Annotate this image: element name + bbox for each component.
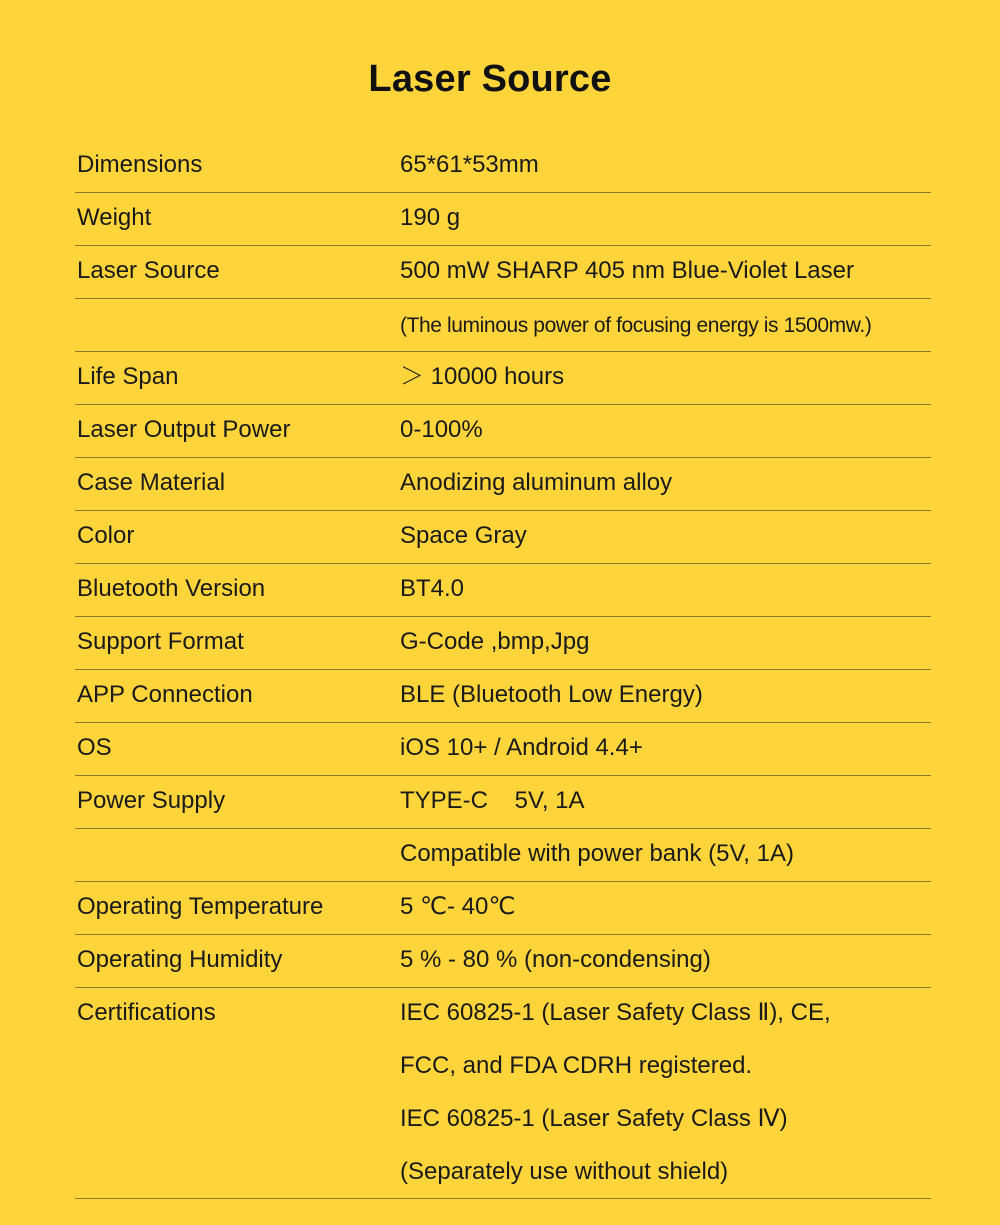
spec-value: 65*61*53mm <box>400 151 539 178</box>
spec-value: ＞ 10000 hours <box>400 363 565 390</box>
spec-row-laser-source-note <box>75 299 931 352</box>
spec-row-support-format <box>75 617 931 670</box>
spec-row-power-supply <box>75 776 931 829</box>
spec-table <box>75 140 931 1199</box>
certification-line: FCC, and FDA CDRH registered. <box>400 1052 753 1079</box>
spec-row-life-span <box>75 352 931 405</box>
spec-row-weight <box>75 193 931 246</box>
spec-value: BLE (Bluetooth Low Energy) <box>400 681 703 708</box>
certification-line: (Separately use without shield) <box>400 1158 729 1185</box>
certification-line: IEC 60825-1 (Laser Safety Class Ⅳ) <box>400 1105 788 1132</box>
spec-value: Space Gray <box>400 522 527 549</box>
certification-line: IEC 60825-1 (Laser Safety Class Ⅱ), CE, <box>400 999 831 1026</box>
spec-label: Life Span <box>77 363 179 390</box>
spec-value: 5 ℃- 40℃ <box>400 893 516 920</box>
spec-label: Bluetooth Version <box>77 575 266 602</box>
spec-label: APP Connection <box>77 681 253 708</box>
spec-row-case-material <box>75 458 931 511</box>
spec-row-certifications <box>75 988 931 1199</box>
spec-row-color <box>75 511 931 564</box>
spec-label: Operating Humidity <box>77 946 283 973</box>
spec-row-dimensions <box>75 140 931 193</box>
spec-value: (The luminous power of focusing energy is 1500mw.) <box>400 314 872 337</box>
spec-value: BT4.0 <box>400 575 465 602</box>
spec-row-operating-humidity <box>75 935 931 988</box>
spec-row-bluetooth <box>75 564 931 617</box>
spec-label: Power Supply <box>77 787 226 814</box>
spec-row-os <box>75 723 931 776</box>
spec-row-operating-temperature <box>75 882 931 935</box>
spec-row-power-supply-note <box>75 829 931 882</box>
spec-row-output-power <box>75 405 931 458</box>
spec-value: Anodizing aluminum alloy <box>400 469 673 496</box>
spec-label: Certifications <box>77 999 216 1026</box>
spec-label: Case Material <box>77 469 226 496</box>
page-title: Laser Source <box>368 58 612 100</box>
spec-label: Laser Source <box>77 257 220 284</box>
spec-label: Weight <box>77 204 152 231</box>
spec-label: Support Format <box>77 628 244 655</box>
spec-label: Operating Temperature <box>77 893 324 920</box>
spec-row-app-connection <box>75 670 931 723</box>
spec-value: Compatible with power bank (5V, 1A) <box>400 840 794 867</box>
spec-label: Color <box>77 522 135 549</box>
certifications-list <box>400 999 831 1211</box>
spec-value: 500 mW SHARP 405 nm Blue-Violet Laser <box>400 257 854 284</box>
spec-label: OS <box>77 734 112 761</box>
spec-value: 5 % - 80 % (non-condensing) <box>400 946 711 973</box>
spec-value: 190 g <box>400 204 461 231</box>
spec-label: Dimensions <box>77 151 203 178</box>
spec-value: TYPE-C 5V, 1A <box>400 787 585 814</box>
spec-value: 0-100% <box>400 416 483 443</box>
spec-row-laser-source <box>75 246 931 299</box>
spec-value: iOS 10+ / Android 4.4+ <box>400 734 643 761</box>
spec-value: G-Code ,bmp,Jpg <box>400 628 590 655</box>
spec-label: Laser Output Power <box>77 416 291 443</box>
